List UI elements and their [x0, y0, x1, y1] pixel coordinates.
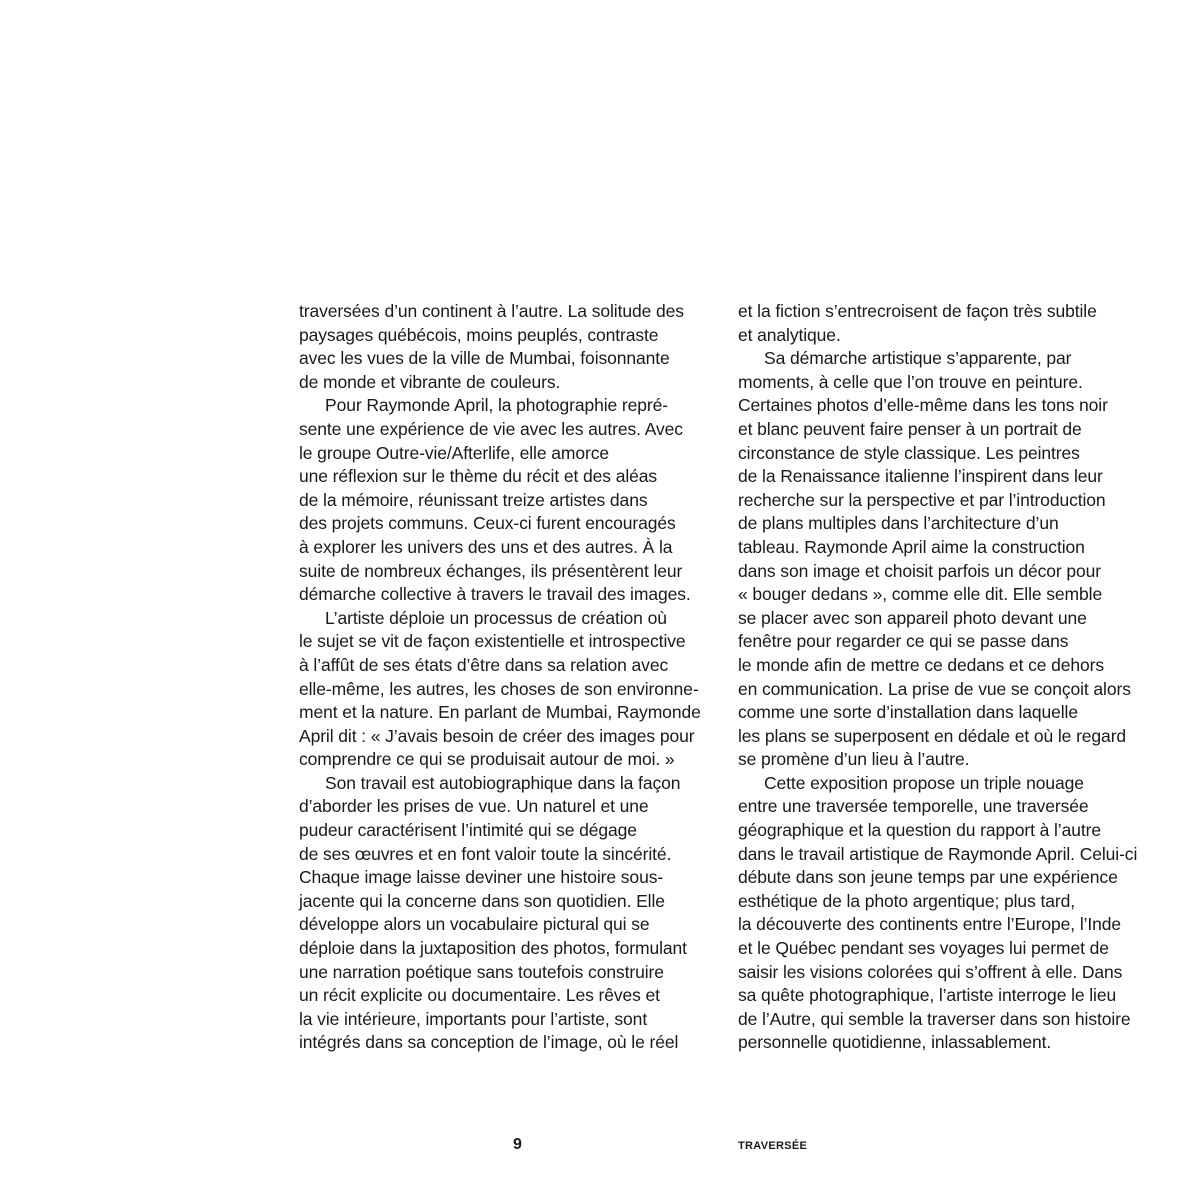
text-line: avec les vues de la ville de Mumbai, foisonnante [299, 348, 670, 369]
text-line: Sa démarche artistique s’apparente, par [764, 348, 1072, 369]
text-line: dans son image et choisit parfois un décor pour [738, 560, 1102, 581]
text-line: comme une sorte d’installation dans laquelle [738, 702, 1078, 723]
text-line: une narration poétique sans toutefois construire [299, 961, 664, 982]
text-line: Chaque image laisse deviner une histoire sous- [299, 867, 664, 888]
text-line: de la Renaissance italienne l’inspirent dans leur [738, 466, 1103, 487]
text-line: personnelle quotidienne, inlassablement. [738, 1032, 1052, 1053]
text-line: moments, à celle que l’on trouve en peinture. [738, 371, 1083, 392]
text-line: déploie dans la juxtaposition des photos, formulant [299, 938, 687, 959]
text-line: à l’affût de ses états d’être dans sa relation avec [299, 654, 669, 675]
text-line: sa quête photographique, l’artiste interroge le lieu [738, 985, 1117, 1006]
text-line: jacente qui la concerne dans son quotidien. Elle [299, 890, 665, 911]
text-line: une réflexion sur le thème du récit et des aléas [299, 466, 658, 487]
text-line: April dit : « J’avais besoin de créer des images pour [299, 725, 695, 746]
text-line: « bouger dedans », comme elle dit. Elle semble [738, 584, 1103, 605]
text-line: entre une traversée temporelle, une traversée [738, 796, 1089, 817]
text-line: circonstance de style classique. Les peintres [738, 442, 1080, 463]
text-line: d’aborder les prises de vue. Un naturel et une [299, 796, 649, 817]
text-line: de monde et vibrante de couleurs. [299, 371, 561, 392]
text-line: paysages québécois, moins peuplés, contraste [299, 324, 659, 345]
text-line: suite de nombreux échanges, ils présentèrent leur [299, 560, 683, 581]
text-line: ment et la nature. En parlant de Mumbai, Raymonde [299, 702, 701, 723]
text-line: sente une expérience de vie avec les autres. Avec [299, 418, 683, 439]
text-line: Cette exposition propose un triple nouage [764, 772, 1084, 793]
text-line: la vie intérieure, importants pour l’artiste, sont [299, 1008, 648, 1029]
text-line: un récit explicite ou documentaire. Les rêves et [299, 985, 660, 1006]
text-line: elle-même, les autres, les choses de son environne- [299, 678, 699, 699]
text-line: et le Québec pendant ses voyages lui permet de [738, 938, 1109, 959]
text-line: géographique et la question du rapport à l’autre [738, 820, 1101, 841]
text-line: traversées d’un continent à l’autre. La solitude des [299, 301, 684, 321]
text-line: comprendre ce qui se produisait autour de moi. » [299, 749, 675, 770]
text-line: le sujet se vit de façon existentielle et introspective [299, 631, 686, 652]
text-line: les plans se superposent en dédale et où le regard [738, 725, 1127, 746]
text-line: de ses œuvres et en font valoir toute la sincérité. [299, 843, 672, 864]
left-text-column [299, 300, 729, 1055]
text-line: démarche collective à travers le travail des images. [299, 584, 691, 605]
text-line: saisir les visions colorées qui s’offrent à elle. Dans [738, 961, 1123, 982]
text-line: de plans multiples dans l’architecture d’un [738, 513, 1059, 534]
text-line: Pour Raymonde April, la photographie repré- [325, 395, 668, 416]
text-line: la découverte des continents entre l’Europe, l’Inde [738, 914, 1122, 935]
text-line: le groupe Outre-vie/Afterlife, elle amorce [299, 442, 609, 463]
text-line: Certaines photos d’elle-même dans les tons noir [738, 395, 1108, 416]
text-line: de la mémoire, réunissant treize artistes dans [299, 489, 648, 510]
text-line: esthétique de la photo argentique; plus tard, [738, 890, 1075, 911]
text-line: de l’Autre, qui semble la traverser dans son histoire [738, 1008, 1131, 1029]
text-line: développe alors un vocabulaire pictural qui se [299, 914, 650, 935]
text-line: à explorer les univers des uns et des autres. À la [299, 536, 673, 557]
text-line: et analytique. [738, 324, 841, 345]
running-title: TRAVERSÉE [738, 1140, 808, 1152]
text-line: se promène d’un lieu à l’autre. [738, 749, 970, 770]
page-number: 9 [513, 1136, 522, 1153]
text-line: Son travail est autobiographique dans la façon [325, 772, 681, 793]
text-line: en communication. La prise de vue se conçoit alors [738, 678, 1131, 699]
text-line: L’artiste déploie un processus de création où [325, 607, 667, 628]
text-line: le monde afin de mettre ce dedans et ce dehors [738, 654, 1105, 675]
text-line: des projets communs. Ceux-ci furent encouragés [299, 513, 676, 534]
text-line: et la fiction s’entrecroisent de façon très subtile [738, 301, 1097, 321]
text-line: pudeur caractérisent l’intimité qui se dégage [299, 820, 637, 841]
text-line: dans le travail artistique de Raymonde April. Celui-ci [738, 843, 1138, 864]
text-line: recherche sur la perspective et par l’introduction [738, 489, 1106, 510]
text-line: tableau. Raymonde April aime la construction [738, 536, 1085, 557]
right-text-column [738, 300, 1168, 1055]
text-line: débute dans son jeune temps par une expérience [738, 867, 1118, 888]
text-line: se placer avec son appareil photo devant une [738, 607, 1087, 628]
text-line: et blanc peuvent faire penser à un portrait de [738, 418, 1082, 439]
text-line: intégrés dans sa conception de l’image, où le réel [299, 1032, 679, 1053]
text-line: fenêtre pour regarder ce qui se passe dans [738, 631, 1069, 652]
